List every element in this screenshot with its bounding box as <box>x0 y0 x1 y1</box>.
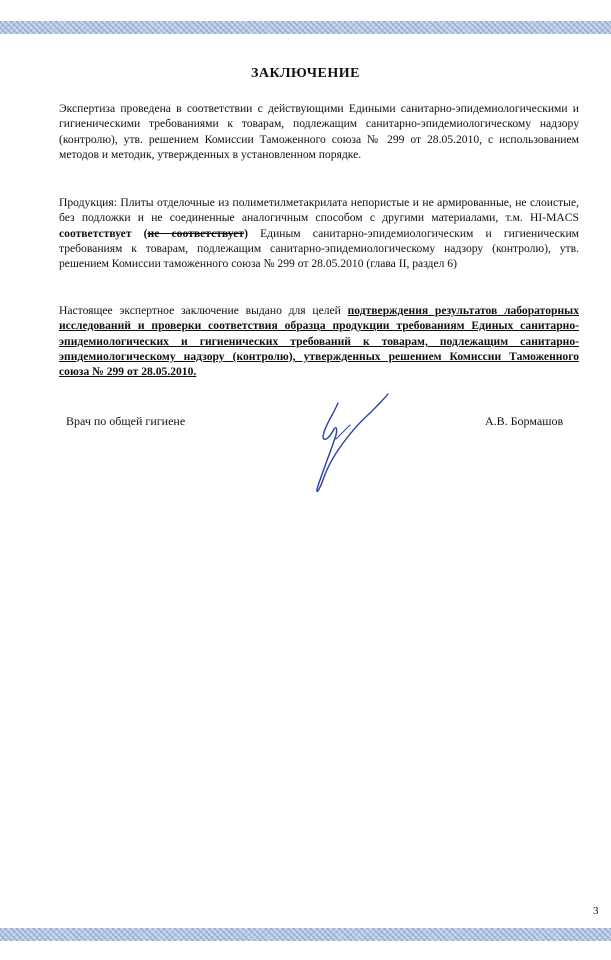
bottom-border-band <box>0 928 611 941</box>
complies-text: соответствует <box>59 226 132 240</box>
document-title: ЗАКЛЮЧЕНИЕ <box>250 66 361 81</box>
paragraph-purpose <box>59 303 579 379</box>
paragraph-product <box>59 195 579 271</box>
open-paren: ( <box>131 226 148 240</box>
handwritten-signature <box>300 385 400 500</box>
page-number: 3 <box>593 905 599 917</box>
product-lead-text: Продукция: Плиты отделочные из полиметилметакрилата непористые и не армированные, не слоистые, без подложки и не соединенные аналогичным способом с другими материалами, т.м. HI-MACS <box>59 196 579 225</box>
signatory-name: А.В. Бормашов <box>485 414 564 428</box>
purpose-lead-text: Настоящее экспертное заключение выдано для целей <box>59 304 348 317</box>
purpose-underlined-text: подтверждения результатов лабораторных исследований и проверки соответствия образца продукции требованиям Единых санитарно-эпидемиологических и гигиенических требований к товарам, подлежащим санитарно-эпидемиологическому надзору (контролю), утвержденных решением Комиссии Таможенного союза № 299 от 28.05.2010. <box>59 304 579 379</box>
top-border-band <box>0 21 611 34</box>
close-paren: ) <box>244 226 248 240</box>
product-tail-text: Единым санитарно-эпидемиологическим и гигиеническим требованиям к товарам, подлежащим санитарно-эпидемиологическому надзору (контролю), утв. решением Комиссии таможенного союза № 299 от 28.05.2010 (глава II, раздел 6) <box>59 226 579 271</box>
paragraph-expertise: Экспертиза проведена в соответствии с действующими Едиными санитарно-эпидемиологическими и гигиеническими требованиями к товарам, подлежащим санитарно-эпидемиологическому надзору (контролю), утв. решением Комиссии Таможенного союза № 299 от 28.05.2010, с использованием методов и методик, утвержденных в установленном порядке. <box>59 102 579 161</box>
signatory-role: Врач по общей гигиене <box>66 414 186 428</box>
not-complies-struck-text: не соответствует <box>147 226 245 240</box>
